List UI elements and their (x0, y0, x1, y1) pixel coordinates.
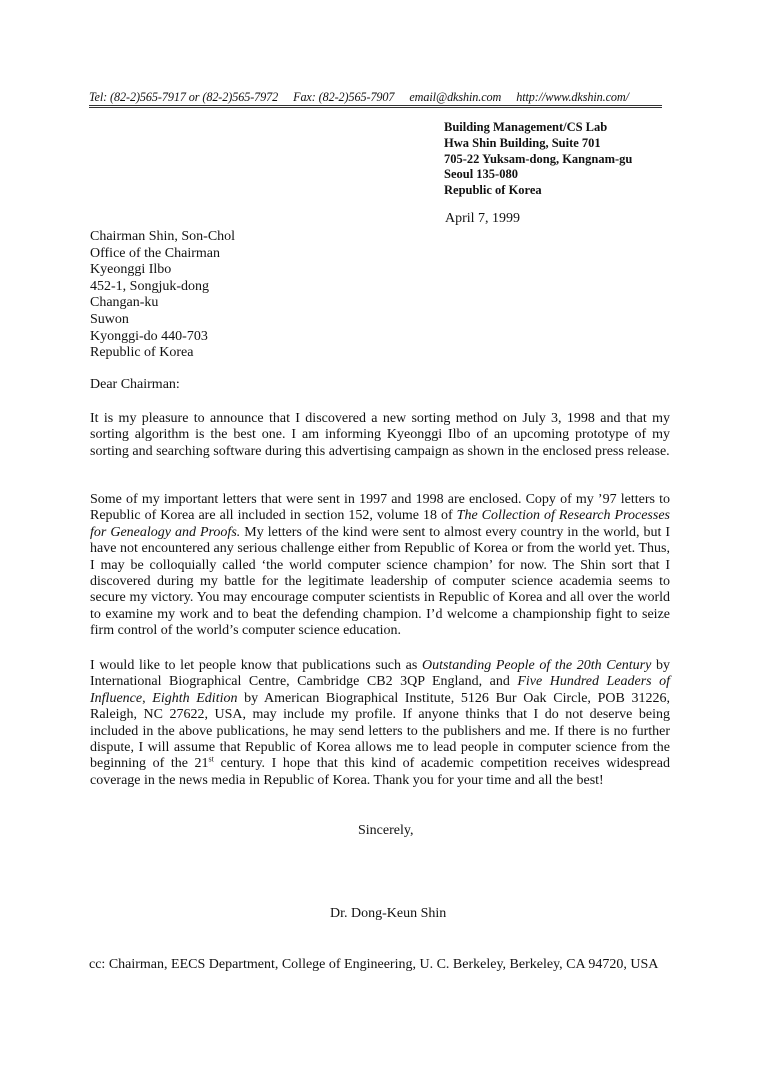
signature-name: Dr. Dong-Keun Shin (330, 906, 447, 921)
sender-address-line: Seoul 135-080 (444, 167, 518, 182)
cc-line: cc: Chairman, EECS Department, College of Engineering, U. C. Berkeley, Berkeley, CA 94720, USA (89, 957, 659, 972)
paragraph-text: My letters of the kind were sent to almost every country in the world, but I have not encountered any serious challenge either from Republic of Korea or from the world yet. Thus, I may be colloquially called ‘the world computer science champion’ for now. The Shin sort that I discovered during my battle for the legitimate leadership of computer science academia seems to secure my victory. You may encourage computer scientists in Republic of Korea and all over the world to examine my work and to beat the defending champion. I’d welcome a championship fight to seize firm control of the world’s computer science education. (90, 524, 670, 639)
recipient-address (90, 229, 235, 362)
closing: Sincerely, (358, 823, 414, 838)
publication-title: Outstanding People of the 20th Century (421, 658, 652, 673)
sender-address-line: Building Management/CS Lab (444, 120, 608, 134)
paragraph-text: , (142, 690, 153, 706)
body-paragraph-2 (90, 492, 670, 640)
letterhead-contact-line (89, 90, 662, 108)
recipient-address-line: 452-1, Songjuk-dong (90, 278, 209, 294)
sender-address-line: Hwa Shin Building, Suite 701 (444, 135, 601, 150)
body-paragraph-1: It is my pleasure to announce that I discovered a new sorting method on July 3, 1998 and that my sorting algorithm is the best one. I am informing Kyeonggi Ilbo of an upcoming prototype of my sorting and searching software during this advertising campaign as shown in the enclosed press release. (90, 411, 670, 459)
letterhead-tel: Tel: (82-2)565-7917 or (82-2)565-7972 (89, 90, 279, 104)
recipient-address-line: Kyeonggi Ilbo (90, 262, 172, 278)
sender-address-line: Republic of Korea (444, 183, 542, 198)
recipient-address-line: Kyonggi-do 440-703 (90, 328, 208, 344)
paragraph-text: I would like to let people know that publications such as (90, 658, 422, 673)
recipient-address-line: Office of the Chairman (90, 245, 220, 261)
letterhead-fax: Fax: (82-2)565-7907 (293, 90, 395, 104)
recipient-address-line: Chairman Shin, Son-Chol (90, 229, 236, 244)
salutation: Dear Chairman: (90, 377, 180, 392)
recipient-address-line: Changan-ku (90, 295, 159, 311)
paragraph-text: by American Biographical Institute, 5126 Bur Oak Circle, POB 31226, Raleigh, NC 27622, USA, may include my profile. If anyone thinks that I do not deserve being included in the above publications, he may send letters to the publishers and me. If there is no further dispute, I will assume that Republic of Korea allows me to lead people in computer science from the beginning of the 21 (90, 690, 670, 772)
sender-address-line: 705-22 Yuksam-dong, Kangnam-gu (444, 151, 633, 166)
letter-date: April 7, 1999 (445, 211, 521, 226)
body-paragraph-3 (90, 658, 670, 789)
ordinal-suffix: st (208, 754, 214, 764)
publication-edition: Eighth Edition (152, 690, 238, 706)
publication-title: Five Hundred Leaders of Influence (90, 674, 671, 706)
recipient-address-line: Republic of Korea (90, 345, 194, 361)
paragraph-text: Some of my important letters that were sent in 1997 and 1998 are enclosed. Copy of my ’97 letters to Republic of Korea are all included in section 152, volume 18 of (90, 492, 670, 524)
paragraph-text: century. I hope that this kind of academic competition receives widespread coverage in the news media in Republic of Korea. Thank you for your time and all the best! (90, 756, 670, 788)
publication-title: The Collection of Research Processes for Genealogy and Proofs. (90, 508, 670, 540)
sender-address (444, 120, 632, 199)
letterhead-website: http://www.dkshin.com/ (516, 90, 629, 104)
paragraph-text: by International Biographical Centre, Cambridge CB2 3QP England, and (90, 658, 671, 690)
letterhead-email: email@dkshin.com (409, 90, 502, 104)
recipient-address-line: Suwon (90, 311, 129, 327)
